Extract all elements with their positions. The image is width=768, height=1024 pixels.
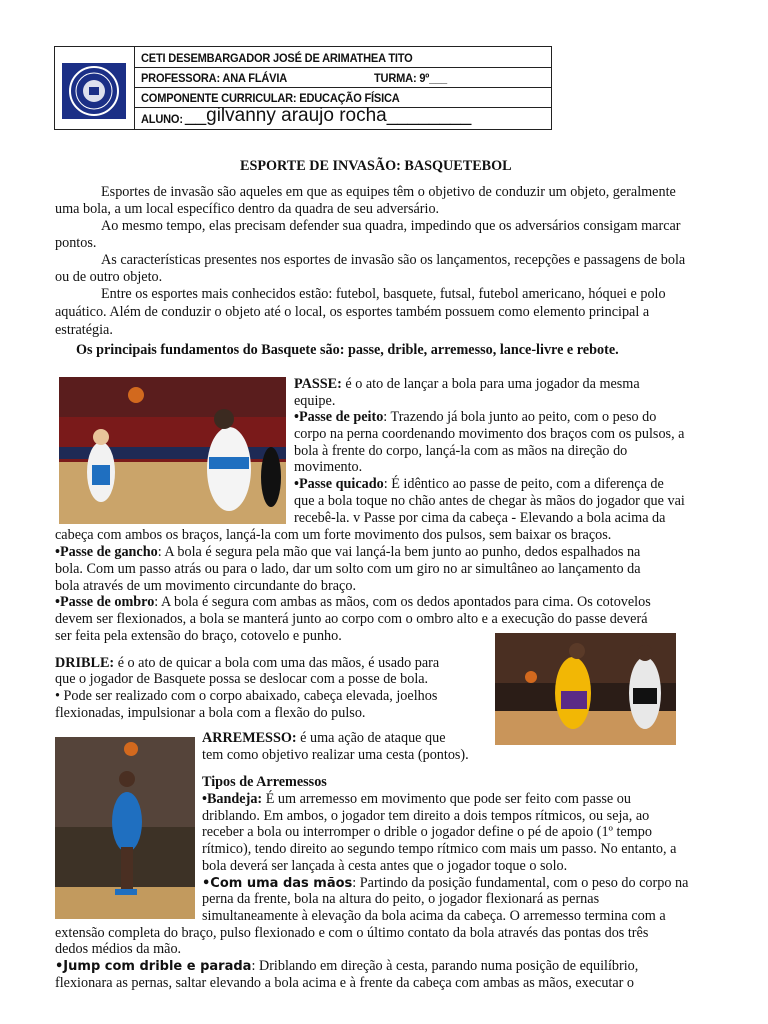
intro-p4-l2: aquático. Além de conduzir o objeto até o local, os esportes também possuem como elemento principal a — [55, 304, 650, 320]
class-label: TURMA: 9º___ — [374, 71, 447, 85]
passe-quicado-line-4: cabeça com ambos os braços, lançá-la com um forte movimento dos pulsos, sem baixar os braços. — [55, 527, 612, 543]
arremesso-types-title: Tipos de Arremessos — [202, 774, 327, 790]
passe-gancho-line-2: bola. Com um passo atrás ou para o lado, dar um solto com um giro no ar simultâneo ao lançamento da — [55, 561, 641, 577]
passe-peito-line-1: •Passe de peito: Trazendo já bola junto ao peito, com o peso do — [294, 409, 657, 425]
school-seal-icon — [62, 63, 126, 119]
passe-gancho-line-3: bola através de um movimento circundante do braço. — [55, 578, 356, 594]
arremesso-line-2: tem como objetivo realizar uma cesta (pontos). — [202, 747, 469, 763]
drible-line-4: flexionadas, impulsionar a bola com a flexão do pulso. — [55, 705, 366, 721]
passe-ombro-line-3: ser feita pela extensão do braço, cotovelo e punho. — [55, 628, 342, 644]
passe-quicado-line-2: que a bola toque no chão antes de chegar às mãos do jogador que vai — [294, 493, 685, 509]
logo-cell — [55, 47, 135, 129]
drible-line-2: que o jogador de Basquete possa se deslocar com a posse de bola. — [55, 671, 429, 687]
intro-p4-l1: Entre os esportes mais conhecidos estão: futebol, basquete, futsal, futebol americano, hóquei e polo — [101, 286, 666, 302]
student-label: ALUNO: — [141, 112, 183, 126]
intro-p1-l2: uma bola, a um local específico dentro da quadra de seu adversário. — [55, 201, 440, 217]
passe-ombro-line-2: devem ser flexionados, a bola se manterá junto ao corpo com o ombro alto e a execução do passe deverá — [55, 611, 648, 627]
page-title: ESPORTE DE INVASÃO: BASQUETEBOL — [240, 158, 512, 174]
intro-p3-l2: ou de outro objeto. — [55, 269, 163, 285]
uma-mao-line-5: dedos médios da mão. — [55, 941, 182, 957]
student-name: __gilvanny araujo rocha________ — [185, 105, 472, 126]
teacher-label: PROFESSORA: ANA FLÁVIA — [141, 71, 288, 85]
passe-ombro-line-1: •Passe de ombro: A bola é segura com ambas as mãos, com os dedos apontados para cima. Os cotovelos — [55, 594, 651, 610]
drible-line-1: DRIBLE: é o ato de quicar a bola com uma das mãos, é usado para — [55, 655, 440, 671]
bandeja-line-2: driblando. Em ambos, o jogador tem direito a dois tempos rítmicos, ou seja, ao — [202, 808, 650, 824]
passe-peito-line-2: corpo na perna coordenando movimento dos braços com os pulsos, a — [294, 426, 685, 442]
intro-p1-l1: Esportes de invasão são aqueles em que as equipes têm o objetivo de conduzir um objeto, geralmente — [101, 184, 676, 200]
intro-p4-l3: estratégia. — [55, 322, 113, 338]
passe-line-1: PASSE: é o ato de lançar a bola para uma jogador da mesma — [294, 376, 640, 392]
header-divider — [135, 87, 551, 88]
passe-peito-line-3: bola à frente do corpo, lançá-la com as mãos na direção do — [294, 443, 628, 459]
jump-line-1: •Jump com drible e parada: Driblando em direção à cesta, parando numa posição de equilíbrio, — [55, 958, 639, 974]
header-divider — [135, 67, 551, 68]
intro-p2-l2: pontos. — [55, 235, 97, 251]
passe-quicado-line-3: recebê-la. v Passe por cima da cabeça - Elevando a bola acima da — [294, 510, 666, 526]
intro-p3-l1: As características presentes nos esportes de invasão são os lançamentos, recepções e passagens de bola — [101, 252, 686, 268]
uma-mao-line-2: perna da frente, bola na altura do peito, o jogador flexionará as pernas — [202, 891, 600, 907]
school-name: CETI DESEMBARGADOR JOSÉ DE ARIMATHEA TITO — [141, 51, 413, 65]
fundamentals-heading: Os principais fundamentos do Basquete são: passe, drible, arremesso, lance-livre e rebote. — [76, 342, 619, 358]
shooting-photo — [55, 737, 195, 919]
uma-mao-line-1: •Com uma das mãos: Partindo da posição fundamental, com o peso do corpo na — [202, 875, 689, 891]
bandeja-line-3: receber a bola ou interromper o drible o jogador define o pé de apoio (1º tempo — [202, 824, 652, 840]
passe-gancho-line-1: •Passe de gancho: A bola é segura pela mão que vai lançá-la bem junto ao punho, dedos espalhados na — [55, 544, 641, 560]
jump-line-2: flexionara as pernas, saltar elevando a bola acima e à frente da cabeça com ambas as mãos, executar o — [55, 975, 635, 991]
passe-line-2: equipe. — [294, 393, 336, 409]
bandeja-line-5: bola deverá ser lançada à cesta antes que o jogador toque o solo. — [202, 858, 568, 874]
dribble-photo — [495, 633, 676, 745]
intro-p2-l1: Ao mesmo tempo, elas precisam defender sua quadra, impedindo que os adversários consigam marcar — [101, 218, 681, 234]
passe-peito-line-4: movimento. — [294, 459, 363, 475]
passe-quicado-line-1: •Passe quicado: É idêntico ao passe de peito, com a diferença de — [294, 476, 664, 492]
drible-line-3: • Pode ser realizado com o corpo abaixado, cabeça elevada, joelhos — [55, 688, 438, 704]
subject-label: COMPONENTE CURRICULAR: EDUCAÇÃO FÍSICA — [141, 91, 400, 105]
bandeja-line-4: rítmico), tendo direito ao segundo tempo rítmico com mais um passo. No entanto, a — [202, 841, 677, 857]
uma-mao-line-4: extensão completa do braço, pulso flexionado e com o último contato da bola através das pontas dos três — [55, 925, 649, 941]
uma-mao-line-3: simultaneamente à elevação da bola acima da cabeça. O arremesso termina com a — [202, 908, 666, 924]
passing-photo — [59, 377, 286, 524]
header-box — [54, 46, 552, 130]
bandeja-line-1: •Bandeja: É um arremesso em movimento que pode ser feito com passe ou — [202, 791, 631, 807]
arremesso-line-1: ARREMESSO: é uma ação de ataque que — [202, 730, 446, 746]
